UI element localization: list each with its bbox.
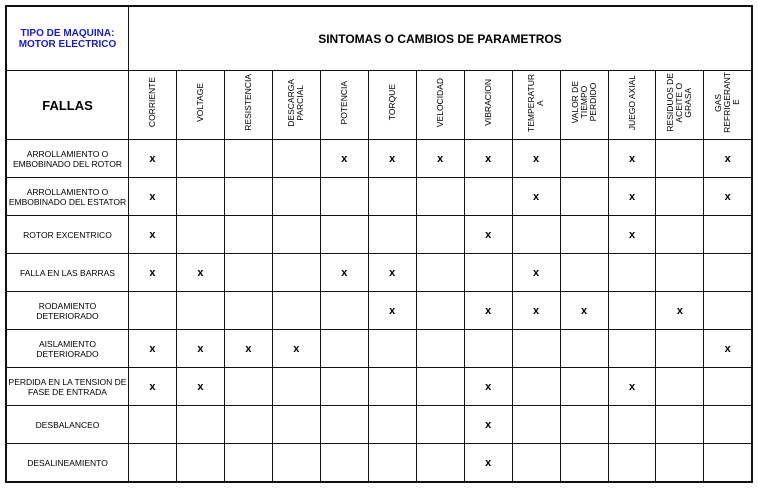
empty-cell (416, 178, 464, 216)
symptom-mark: x (512, 292, 560, 330)
empty-cell (129, 292, 177, 330)
empty-cell (704, 254, 752, 292)
empty-cell (416, 330, 464, 368)
empty-cell (656, 216, 704, 254)
column-header (368, 71, 416, 140)
column-header (704, 71, 752, 140)
table-row (6, 216, 752, 254)
symptom-mark: x (464, 444, 512, 483)
table-row (6, 292, 752, 330)
empty-cell (320, 368, 368, 406)
empty-cell (224, 292, 272, 330)
symptom-mark: x (129, 140, 177, 178)
empty-cell (224, 444, 272, 483)
empty-cell (512, 368, 560, 406)
empty-cell (464, 178, 512, 216)
symptom-mark: x (608, 178, 656, 216)
empty-cell (512, 406, 560, 444)
column-header-label: TORQUE (386, 84, 397, 121)
table-row (6, 368, 752, 406)
empty-cell (320, 406, 368, 444)
empty-cell (176, 216, 224, 254)
empty-cell (320, 178, 368, 216)
column-header-label: VELOCIDAD (434, 77, 445, 128)
column-header (560, 71, 608, 140)
empty-cell (320, 292, 368, 330)
column-header (512, 71, 560, 140)
empty-cell (560, 178, 608, 216)
symptom-mark: x (129, 254, 177, 292)
symptom-mark: x (704, 140, 752, 178)
empty-cell (368, 444, 416, 483)
empty-cell (416, 292, 464, 330)
empty-cell (704, 216, 752, 254)
empty-cell (560, 406, 608, 444)
empty-cell (416, 444, 464, 483)
table-row (6, 140, 752, 178)
column-header (320, 71, 368, 140)
empty-cell (704, 406, 752, 444)
column-header-label: DESCARGA PARCIAL (286, 78, 306, 127)
symptom-mark: x (464, 216, 512, 254)
empty-cell (272, 292, 320, 330)
symptom-mark: x (464, 140, 512, 178)
symptom-mark: x (129, 178, 177, 216)
symptom-mark: x (320, 140, 368, 178)
empty-cell (129, 444, 177, 483)
column-header-label: RESISTENCIA (242, 74, 253, 131)
column-header (272, 71, 320, 140)
empty-cell (656, 406, 704, 444)
empty-cell (656, 178, 704, 216)
empty-cell (608, 444, 656, 483)
empty-cell (656, 368, 704, 406)
empty-cell (416, 406, 464, 444)
empty-cell (224, 216, 272, 254)
symptom-mark: x (608, 216, 656, 254)
empty-cell (320, 330, 368, 368)
empty-cell (656, 140, 704, 178)
empty-cell (512, 444, 560, 483)
empty-cell (224, 406, 272, 444)
empty-cell (656, 330, 704, 368)
empty-cell (656, 444, 704, 483)
column-header (464, 71, 512, 140)
fault-name: RODAMIENTO DETERIORADO (6, 292, 129, 330)
empty-cell (608, 292, 656, 330)
table-row (6, 444, 752, 483)
empty-cell (704, 292, 752, 330)
symptom-mark: x (368, 292, 416, 330)
column-header (129, 71, 177, 140)
empty-cell (176, 140, 224, 178)
column-header-label: GAS REFRIGERANT E (713, 72, 742, 133)
symptom-mark: x (608, 368, 656, 406)
empty-cell (320, 216, 368, 254)
empty-cell (560, 254, 608, 292)
column-header-label: VIBRACION (482, 79, 493, 126)
empty-cell (608, 406, 656, 444)
empty-cell (512, 216, 560, 254)
symptom-mark: x (272, 330, 320, 368)
empty-cell (368, 406, 416, 444)
symptom-mark: x (704, 330, 752, 368)
fault-name: DESALINEAMIENTO (6, 444, 129, 483)
empty-cell (272, 368, 320, 406)
empty-cell (608, 254, 656, 292)
empty-cell (272, 254, 320, 292)
table-row (6, 178, 752, 216)
column-header (224, 71, 272, 140)
column-header (176, 71, 224, 140)
empty-cell (368, 216, 416, 254)
symptom-mark: x (656, 292, 704, 330)
empty-cell (224, 254, 272, 292)
table-row (6, 406, 752, 444)
symptom-mark: x (464, 292, 512, 330)
empty-cell (272, 216, 320, 254)
empty-cell (368, 178, 416, 216)
fault-symptom-table (5, 5, 753, 483)
empty-cell (464, 330, 512, 368)
empty-cell (416, 216, 464, 254)
fault-name: ARROLLAMIENTO O EMBOBINADO DEL ESTATOR (6, 178, 129, 216)
faults-header: FALLAS (6, 71, 129, 140)
symptom-mark: x (129, 368, 177, 406)
empty-cell (560, 216, 608, 254)
empty-cell (560, 444, 608, 483)
empty-cell (704, 368, 752, 406)
symptom-mark: x (704, 178, 752, 216)
empty-cell (512, 330, 560, 368)
fault-name: AISLAMIENTO DETERIORADO (6, 330, 129, 368)
symptom-mark: x (464, 368, 512, 406)
symptom-mark: x (320, 254, 368, 292)
fault-name: DESBALANCEO (6, 406, 129, 444)
empty-cell (320, 444, 368, 483)
machine-type-label: TIPO DE MAQUINA: MOTOR ELECTRICO (6, 6, 129, 71)
column-header-label: JUEGO AXIAL (626, 74, 637, 131)
fault-name: PERDIDA EN LA TENSION DE FASE DE ENTRADA (6, 368, 129, 406)
fault-name: FALLA EN LAS BARRAS (6, 254, 129, 292)
fault-name: ROTOR EXCENTRICO (6, 216, 129, 254)
symptom-mark: x (416, 140, 464, 178)
table-row (6, 254, 752, 292)
empty-cell (176, 444, 224, 483)
symptom-mark: x (512, 178, 560, 216)
symptom-mark: x (129, 216, 177, 254)
empty-cell (272, 140, 320, 178)
empty-cell (560, 368, 608, 406)
symptom-mark: x (176, 254, 224, 292)
empty-cell (224, 368, 272, 406)
column-header (416, 71, 464, 140)
empty-cell (272, 444, 320, 483)
empty-cell (176, 178, 224, 216)
symptom-mark: x (512, 140, 560, 178)
empty-cell (560, 330, 608, 368)
symptom-mark: x (368, 140, 416, 178)
table-row (6, 330, 752, 368)
empty-cell (656, 254, 704, 292)
empty-cell (464, 254, 512, 292)
empty-cell (416, 368, 464, 406)
empty-cell (176, 406, 224, 444)
empty-cell (704, 444, 752, 483)
column-header-row (6, 71, 752, 140)
symptom-mark: x (464, 406, 512, 444)
empty-cell (129, 406, 177, 444)
empty-cell (608, 330, 656, 368)
column-header-label: POTENCIA (338, 80, 349, 125)
title-row (6, 6, 752, 71)
symptom-mark: x (176, 330, 224, 368)
empty-cell (368, 368, 416, 406)
empty-cell (224, 178, 272, 216)
symptoms-title: SINTOMAS O CAMBIOS DE PARAMETROS (129, 6, 753, 71)
empty-cell (416, 254, 464, 292)
fault-name: ARROLLAMIENTO O EMBOBINADO DEL ROTOR (6, 140, 129, 178)
column-header-label: CORRIENTE (146, 77, 157, 128)
empty-cell (224, 140, 272, 178)
empty-cell (560, 140, 608, 178)
column-header-label: RESIDUOS DE ACEITE O GRASA (665, 73, 694, 132)
symptom-mark: x (608, 140, 656, 178)
column-header-label: TEMPERATUR A (526, 73, 546, 132)
empty-cell (368, 330, 416, 368)
column-header-label: VALOR DE TIEMPO PERDIDO (569, 81, 598, 124)
column-header-label: VOLTAGE (194, 83, 205, 122)
empty-cell (272, 406, 320, 444)
symptom-mark: x (368, 254, 416, 292)
empty-cell (176, 292, 224, 330)
empty-cell (272, 178, 320, 216)
column-header (608, 71, 656, 140)
symptom-mark: x (512, 254, 560, 292)
column-header (656, 71, 704, 140)
symptom-mark: x (129, 330, 177, 368)
symptom-mark: x (560, 292, 608, 330)
symptom-mark: x (176, 368, 224, 406)
symptom-mark: x (224, 330, 272, 368)
